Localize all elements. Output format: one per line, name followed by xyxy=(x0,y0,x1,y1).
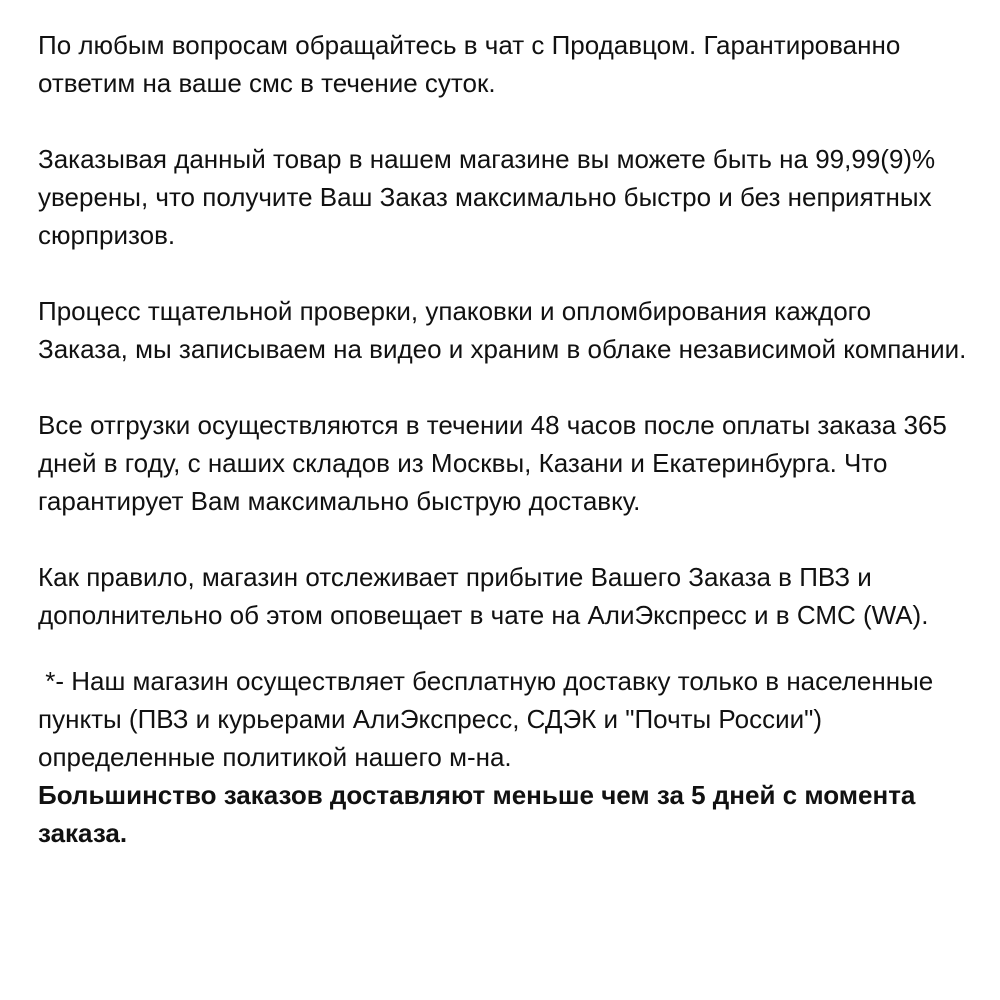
document-body xyxy=(38,26,968,852)
paragraph-contact-seller: По любым вопросам обращайтесь в чат с Продавцом. Гарантированно ответим на ваше смс в течение суток. xyxy=(38,30,901,98)
delivery-note xyxy=(38,662,968,852)
paragraph-order-guarantee: Заказывая данный товар в нашем магазине вы можете быть на 99,99(9)% уверены, что получите Ваш Заказ максимально быстро и без неприятных сюрпризов. xyxy=(38,144,936,250)
paragraph-video-check: Процесс тщательной проверки, упаковки и опломбирования каждого Заказа, мы записываем на видео и храним в облаке независимой компании. xyxy=(38,296,967,364)
delivery-speed-highlight: Большинство заказов доставляют меньше чем за 5 дней с момента заказа. xyxy=(38,780,916,848)
delivery-note-text: *- Наш магазин осуществляет бесплатную доставку только в населенные пункты (ПВЗ и курьерами АлиЭкспресс, СДЭК и "Почты России") определенные политикой нашего м-на. xyxy=(38,666,941,772)
paragraph-shipping-time: Все отгрузки осуществляются в течении 48 часов после оплаты заказа 365 дней в году, с наших складов из Москвы, Казани и Екатеринбурга. Что гарантирует Вам максимально быструю доставку. xyxy=(38,410,947,516)
paragraph-tracking: Как правило, магазин отслеживает прибытие Вашего Заказа в ПВЗ и дополнительно об этом оповещает в чате на АлиЭкспресс и в СМС (WA). xyxy=(38,562,929,630)
